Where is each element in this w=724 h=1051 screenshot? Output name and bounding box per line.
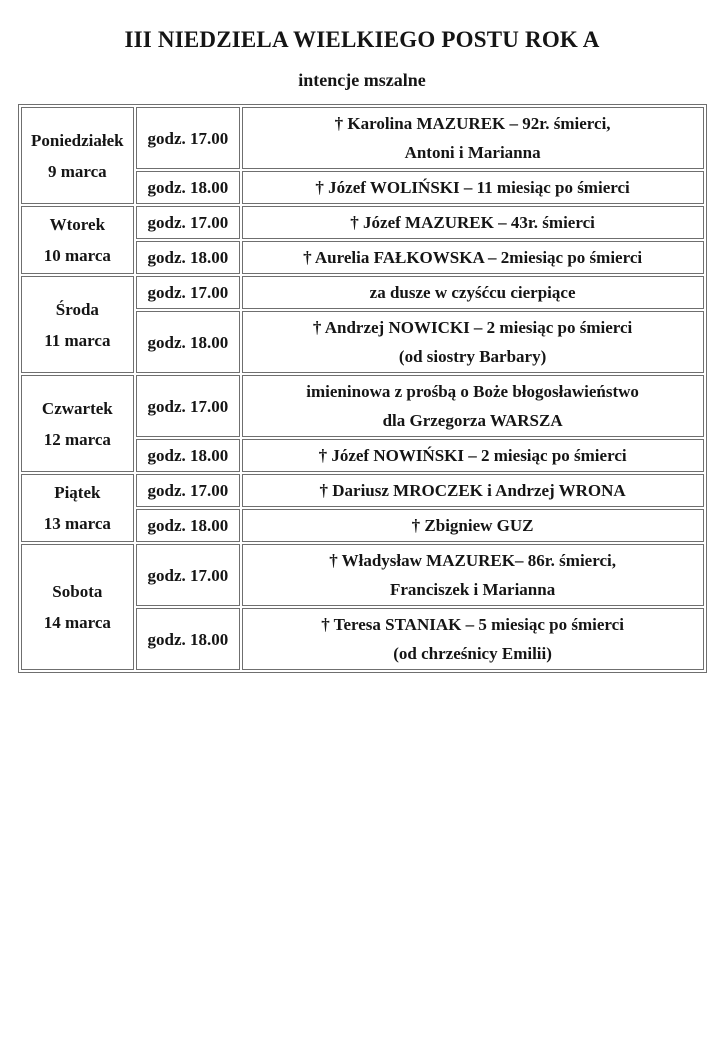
mass-time: godz. 18.00	[136, 241, 240, 274]
table-row	[21, 206, 704, 239]
day-date: 10 marca	[43, 246, 111, 265]
intention-line: † Józef MAZUREK – 43r. śmierci	[350, 213, 595, 232]
mass-time: godz. 17.00	[136, 276, 240, 309]
day-date: 13 marca	[43, 514, 111, 533]
mass-time: godz. 18.00	[136, 171, 240, 204]
table-row	[21, 375, 704, 437]
day-cell	[21, 474, 135, 542]
day-name: Poniedziałek	[31, 130, 124, 150]
intention-line: imieninowa z prośbą o Boże błogosławieństwo	[306, 382, 639, 401]
day-cell	[21, 276, 135, 373]
mass-intention	[242, 608, 704, 670]
day-date: 9 marca	[47, 161, 107, 181]
mass-intention	[242, 544, 704, 606]
mass-time: godz. 18.00	[136, 311, 240, 373]
day-date: 11 marca	[44, 330, 111, 350]
mass-intention	[242, 509, 704, 542]
intention-line: Franciszek i Marianna	[389, 580, 556, 599]
day-cell	[21, 107, 135, 204]
table-row	[21, 544, 704, 606]
day-name: Piątek	[54, 483, 101, 502]
day-name: Środa	[55, 299, 99, 319]
mass-intention	[242, 375, 704, 437]
mass-time: godz. 17.00	[136, 544, 240, 606]
day-date: 14 marca	[43, 613, 111, 632]
intention-line: † Karolina MAZUREK – 92r. śmierci,	[334, 114, 611, 133]
mass-time: godz. 18.00	[136, 509, 240, 542]
day-cell	[21, 206, 135, 274]
intention-line: Antoni i Marianna	[404, 143, 541, 162]
intention-line: † Józef WOLIŃSKI – 11 miesiąc po śmierci	[315, 178, 630, 197]
intention-line: † Teresa STANIAK – 5 miesiąc po śmierci	[321, 615, 624, 634]
mass-intention	[242, 107, 704, 169]
page-subtitle: intencje mszalne	[298, 70, 426, 90]
intention-line: za dusze w czyśćcu cierpiące	[369, 283, 576, 302]
mass-intention	[242, 474, 704, 507]
table-row	[21, 474, 704, 507]
mass-intentions-table	[18, 104, 707, 673]
intention-line: † Dariusz MROCZEK i Andrzej WRONA	[319, 481, 626, 500]
mass-time: godz. 17.00	[136, 375, 240, 437]
day-name: Czwartek	[41, 398, 113, 418]
mass-time: godz. 18.00	[136, 608, 240, 670]
mass-intention	[242, 171, 704, 204]
mass-time: godz. 17.00	[136, 107, 240, 169]
day-name: Wtorek	[49, 215, 106, 234]
table-row	[21, 276, 704, 309]
intention-line: dla Grzegorza WARSZA	[382, 411, 563, 430]
day-name: Sobota	[52, 582, 103, 601]
day-cell	[21, 544, 135, 670]
mass-intention	[242, 276, 704, 309]
page-title: III NIEDZIELA WIELKIEGO POSTU ROK A	[124, 27, 600, 52]
intention-line: † Józef NOWIŃSKI – 2 miesiąc po śmierci	[318, 446, 627, 465]
mass-intention	[242, 241, 704, 274]
intention-line: † Władysław MAZUREK– 86r. śmierci,	[329, 551, 616, 570]
mass-intention	[242, 206, 704, 239]
mass-intention	[242, 311, 704, 373]
intention-line: (od siostry Barbary)	[398, 347, 547, 366]
mass-intention	[242, 439, 704, 472]
intention-line: (od chrześnicy Emilii)	[393, 644, 552, 663]
mass-time: godz. 17.00	[136, 474, 240, 507]
mass-time: godz. 18.00	[136, 439, 240, 472]
intention-line: † Andrzej NOWICKI – 2 miesiąc po śmierci	[312, 318, 633, 337]
mass-time: godz. 17.00	[136, 206, 240, 239]
day-date: 12 marca	[43, 429, 111, 449]
intention-line: † Zbigniew GUZ	[411, 516, 534, 535]
table-row	[21, 107, 704, 169]
intention-line: † Aurelia FAŁKOWSKA – 2miesiąc po śmierci	[303, 248, 643, 267]
day-cell	[21, 375, 135, 472]
